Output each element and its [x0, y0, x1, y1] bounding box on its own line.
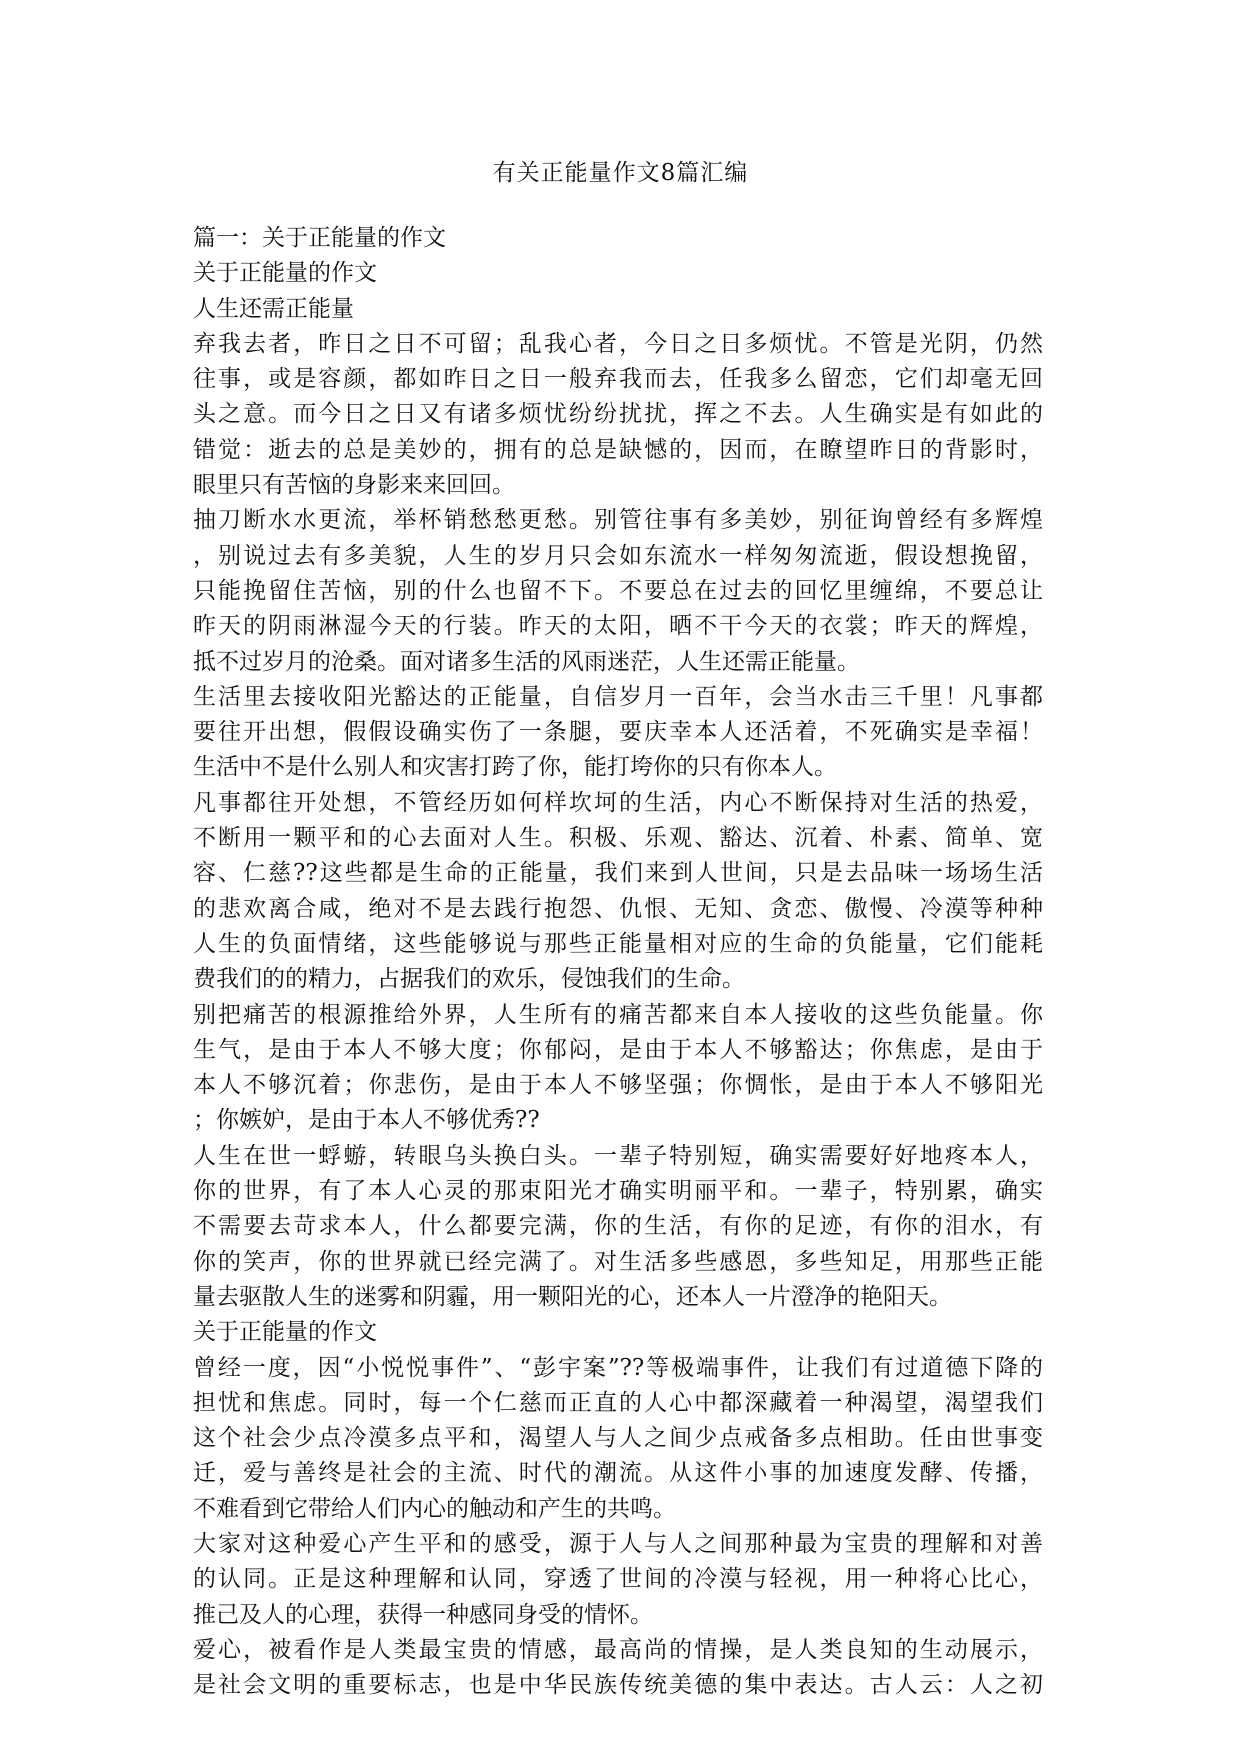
text-line: ，别说过去有多美貌，人生的岁月只会如东流水一样匆匆流逝，假设想挽留， — [193, 542, 1043, 569]
text-line: 关于正能量的作文 — [193, 260, 377, 287]
document-body — [193, 221, 1043, 1703]
text-line: 曾经一度，因“小悦悦事件”、“彭宇案”??等极端事件，让我们有过道德下降的 — [193, 1354, 1043, 1381]
text-line: 费我们的的精力，占据我们的欢乐，侵蚀我们的生命。 — [193, 966, 745, 993]
text-line: 昨天的阴雨淋湿今天的行装。昨天的太阳，晒不干今天的衣裳；昨天的辉煌， — [193, 613, 1043, 640]
text-line: 要往开出想，假假设确实伤了一条腿，要庆幸本人还活着，不死确实是幸福！ — [193, 719, 1043, 746]
text-line: 错觉：逝去的总是美妙的，拥有的总是缺憾的，因而，在瞭望昨日的背影时， — [193, 436, 1043, 463]
text-line: 生气，是由于本人不够大度；你郁闷，是由于本人不够豁达；你焦虑，是由于 — [193, 1036, 1043, 1063]
text-line: 你的世界，有了本人心灵的那束阳光才确实明丽平和。一辈子，特别累，确实 — [193, 1178, 1043, 1205]
text-line: 大家对这种爱心产生平和的感受，源于人与人之间那种最为宝贵的理解和对善 — [193, 1530, 1043, 1557]
text-line: 抵不过岁月的沧桑。面对诸多生活的风雨迷茫，人生还需正能量。 — [193, 648, 860, 675]
text-line: ；你嫉妒，是由于本人不够优秀?? — [193, 1107, 540, 1134]
text-line: 人生在世一蜉蝣，转眼乌头换白头。一辈子特别短，确实需要好好地疼本人， — [193, 1142, 1043, 1169]
text-line: 关于正能量的作文 — [193, 1319, 377, 1346]
text-line: 凡事都往开处想，不管经历如何样坎坷的生活，内心不断保持对生活的热爱， — [193, 789, 1043, 816]
text-line: 量去驱散人生的迷雾和阴霾，用一颗阳光的心，还本人一片澄净的艳阳天。 — [193, 1283, 952, 1310]
text-line: 不需要去苛求本人，什么都要完满，你的生活，有你的足迹，有你的泪水，有 — [193, 1213, 1043, 1240]
text-line: 推己及人的心理，获得一种感同身受的情怀。 — [193, 1601, 653, 1628]
text-line: 的认同。正是这种理解和认同，穿透了世间的冷漠与轻视，用一种将心比心， — [193, 1566, 1043, 1593]
text-line: 迁，爱与善终是社会的主流、时代的潮流。从这件小事的加速度发酵、传播， — [193, 1460, 1043, 1487]
text-line: 人生的负面情绪，这些能够说与那些正能量相对应的生命的负能量，它们能耗 — [193, 930, 1043, 957]
text-line: 生活里去接收阳光豁达的正能量，自信岁月一百年，会当水击三千里！凡事都 — [193, 683, 1043, 710]
text-line: 生活中不是什么别人和灾害打跨了你，能打垮你的只有你本人。 — [193, 754, 837, 781]
text-line: 是社会文明的重要标志，也是中华民族传统美德的集中表达。古人云：人之初 — [193, 1672, 1043, 1699]
text-line: 不难看到它带给人们内心的触动和产生的共鸣。 — [193, 1495, 676, 1522]
text-line: 容、仁慈??这些都是生命的正能量，我们来到人世间，只是去品味一场场生活 — [193, 860, 1043, 887]
text-line: 的悲欢离合咸，绝对不是去践行抱怨、仇恨、无知、贪恋、傲慢、冷漠等种种 — [193, 895, 1043, 922]
text-line: 本人不够沉着；你悲伤，是由于本人不够坚强；你惆怅，是由于本人不够阳光 — [193, 1072, 1043, 1099]
text-line: 别把痛苦的根源推给外界，人生所有的痛苦都来自本人接收的这些负能量。你 — [193, 1001, 1043, 1028]
text-line: 弃我去者，昨日之日不可留；乱我心者，今日之日多烦忧。不管是光阴，仍然 — [193, 330, 1043, 357]
text-line: 这个社会少点冷漠多点平和，渴望人与人之间少点戒备多点相助。任由世事变 — [193, 1425, 1043, 1452]
text-line: 眼里只有苦恼的身影来来回回。 — [193, 472, 515, 499]
document-title: 有关正能量作文8篇汇编 — [492, 160, 749, 186]
text-line: 抽刀断水水更流，举杯销愁愁更愁。别管往事有多美妙，别征询曾经有多辉煌 — [193, 507, 1043, 534]
text-line: 头之意。而今日之日又有诸多烦忧纷纷扰扰，挥之不去。人生确实是有如此的 — [193, 401, 1043, 428]
text-line: 人生还需正能量 — [193, 295, 354, 322]
text-line: 只能挽留住苦恼，别的什么也留不下。不要总在过去的回忆里缠绵，不要总让 — [193, 577, 1043, 604]
text-line: 篇一：关于正能量的作文 — [193, 225, 446, 251]
text-line: 担忧和焦虑。同时，每一个仁慈而正直的人心中都深藏着一种渴望，渴望我们 — [193, 1389, 1043, 1416]
text-line: 你的笑声，你的世界就已经完满了。对生活多些感恩，多些知足，用那些正能 — [193, 1248, 1043, 1275]
text-line: 往事，或是容颜，都如昨日之日一般弃我而去，任我多么留恋，它们却毫无回 — [193, 366, 1043, 393]
text-line: 不断用一颗平和的心去面对人生。积极、乐观、豁达、沉着、朴素、简单、宽 — [193, 825, 1043, 852]
text-line: 爱心，被看作是人类最宝贵的情感，最高尚的情操，是人类良知的生动展示， — [193, 1636, 1043, 1663]
